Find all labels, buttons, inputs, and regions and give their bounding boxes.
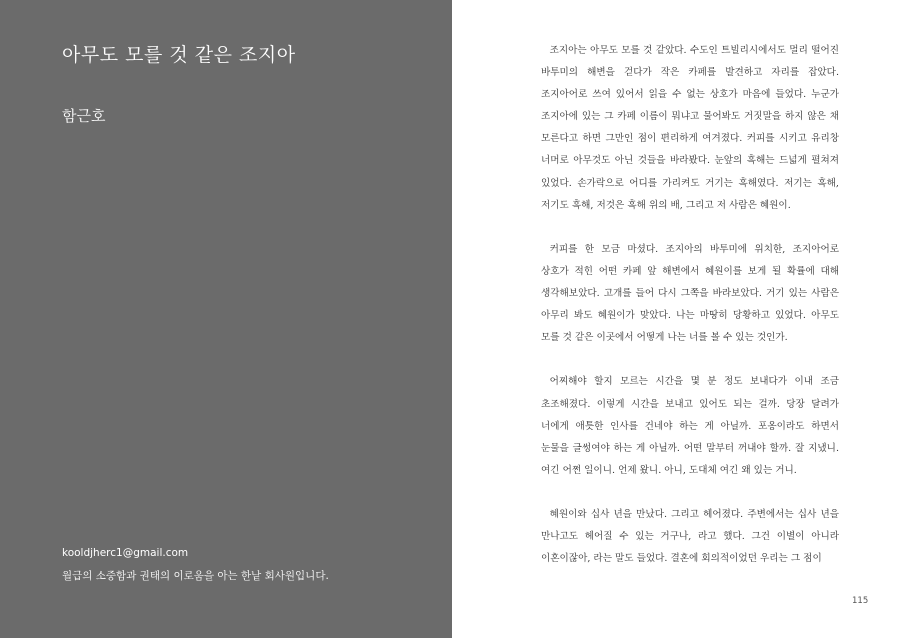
paragraph: 커피를 한 모금 마셨다. 조지아의 바투미에 위치한, 조지아어로 상호가 적힌 어떤 카페 앞 해변에서 혜원이를 보게 될 확률에 대해 생각해보았다. 고개를 들어 다시 그쪽을 바라보았다. 거기 있는 사람은 아무리 봐도 혜원이가 맞았다. 나는 마땅히 당황하고 있었다. 아무도 모를 것 같은 이곳에서 어떻게 나는 너를 볼 수 있는 것인가. xyxy=(541,243,839,344)
author-name: 함근호 xyxy=(62,107,106,125)
book-title: 아무도 모를 것 같은 조지아 xyxy=(62,44,296,66)
paragraph: 어찌해야 할지 모르는 시간을 몇 분 정도 보내다가 이내 조금 초조해졌다. 이렇게 시간을 보내고 있어도 되는 걸까. 당장 달려가 너에게 애틋한 인사를 건네야 하는 게 아닐까. 포옹이라도 하면서 눈물을 글썽여야 하는 게 아닐까. 어떤 말부터 꺼내야 할까. 잘 지냈니. 여긴 어쩐 일이니. 언제 왔니. 아니, 도대체 여긴 왜 있는 거니. xyxy=(541,376,839,476)
page-number: 115 xyxy=(852,596,869,606)
paragraph: 혜원이와 십사 년을 만났다. 그리고 헤어졌다. 주변에서는 십사 년을 만나고도 헤어질 수 있는 거구나, 라고 했다. 그건 이별이 아니라 이혼이잖아, 라는 말도 들었다. 결혼에 회의적이었던 우리는 그 점이 xyxy=(541,508,839,565)
author-email: kooldjherc1@gmail.com xyxy=(62,547,189,559)
author-bio: 월급의 소중함과 권태의 이로움을 아는 한낱 회사원입니다. xyxy=(62,570,329,582)
body-text xyxy=(541,40,839,592)
paragraph: 조지아는 아무도 모를 것 같았다. 수도인 트빌리시에서도 멀리 떨어진 바투미의 해변을 걷다가 작은 카페를 발견하고 자리를 잡았다. 조지아어로 쓰여 있어서 읽을 수 없는 상호가 마음에 들었다. 누군가 조지아에 있는 그 카페 이름이 뭐냐고 물어봐도 거짓말을 하지 않은 채 모른다고 하면 그만인 점이 편리하게 여겨졌다. 커피를 시키고 유리창 너머로 아무것도 아닌 것들을 바라봤다. 눈앞의 흑해는 드넓게 펼쳐져 있었다. 손가락으로 어디를 가리켜도 거기는 흑해였다. 저기는 흑해, 저기도 흑해, 저것은 흑해 위의 배, 그리고 저 사람은 혜원이. xyxy=(541,45,839,211)
